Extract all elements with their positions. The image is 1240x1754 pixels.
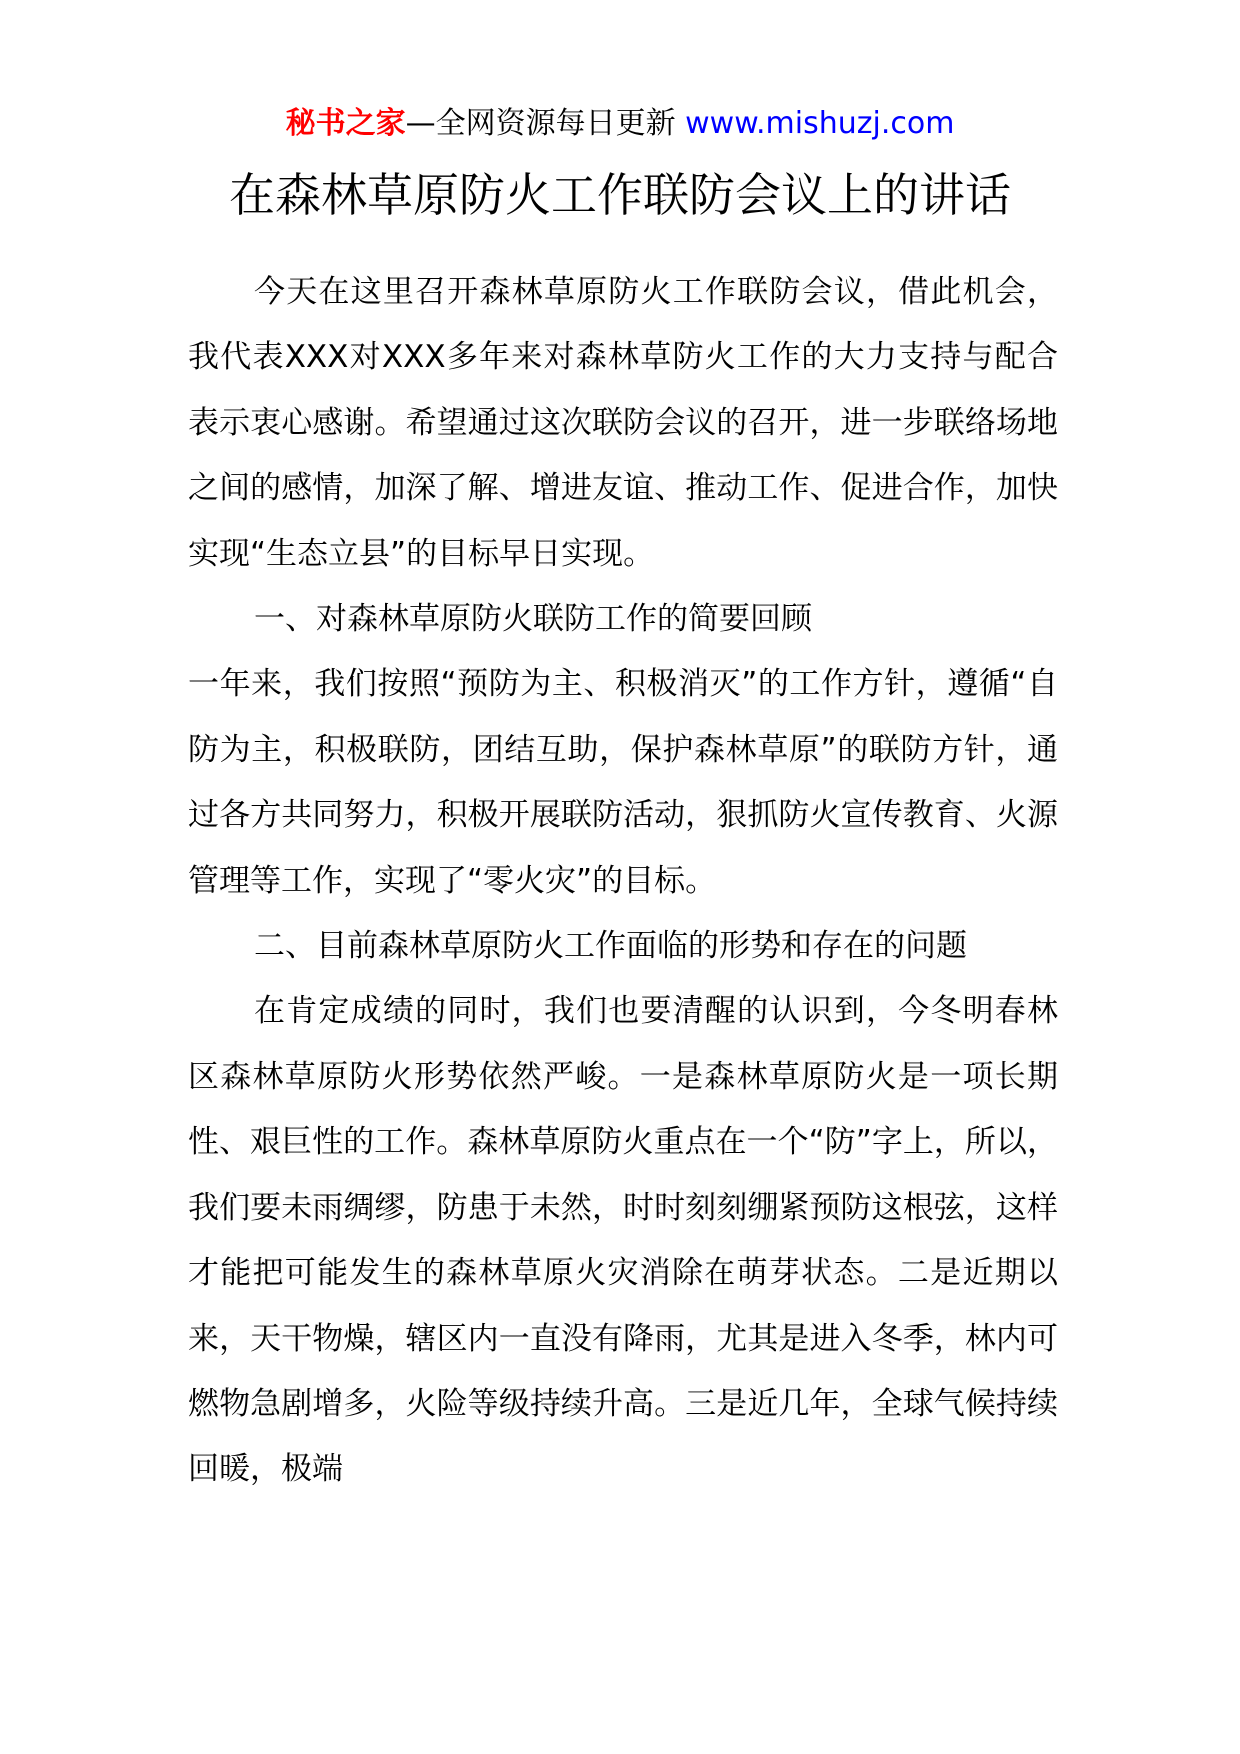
situation-paragraph: 在肯定成绩的同时，我们也要清醒的认识到，今冬明春林区森林草原防火形势依然严峻。一是森林草原防火是一项长期性、艰巨性的工作。森林草原防火重点在一个“防”字上，所以，我们要未雨绸缪，防患于未然，时时刻刻绷紧预防这根弦，这样才能把可能发生的森林草原火灾消除在萌芽状态。二是近期以来，天干物燥，辖区内一直没有降雨，尤其是进入冬季，林内可燃物急剧增多，火险等级持续升高。三是近几年，全球气候持续回暖，极端 — [188, 993, 1058, 1488]
section-heading-1: 一、对森林草原防火联防工作的简要回顾 — [254, 601, 812, 638]
document-title: 在森林草原防火工作联防会议上的讲话 — [229, 168, 1011, 222]
website-link[interactable]: www.mishuzj.com — [685, 106, 955, 141]
header-slogan: —全网资源每日更新 — [405, 106, 686, 141]
site-header — [0, 102, 1240, 146]
review-paragraph: 一年来，我们按照“预防为主、积极消灭”的工作方针，遵循“自防为主，积极联防，团结互助，保护森林草原”的联防方针，通过各方共同努力，积极开展联防活动，狠抓防火宣传教育、火源管理等工作，实现了“零火灾”的目标。 — [188, 666, 1058, 899]
intro-paragraph: 今天在这里召开森林草原防火工作联防会议，借此机会，我代表XXX对XXX多年来对森林草防火工作的大力支持与配合表示衷心感谢。希望通过这次联防会议的召开，进一步联络场地之间的感情，加深了解、增进友谊、推动工作、促进合作，加快实现“生态立县”的目标早日实现。 — [188, 274, 1058, 572]
section-heading-2: 二、目前森林草原防火工作面临的形势和存在的问题 — [254, 928, 967, 965]
brand-name: 秘书之家 — [285, 106, 406, 141]
document-body — [188, 260, 1058, 1503]
